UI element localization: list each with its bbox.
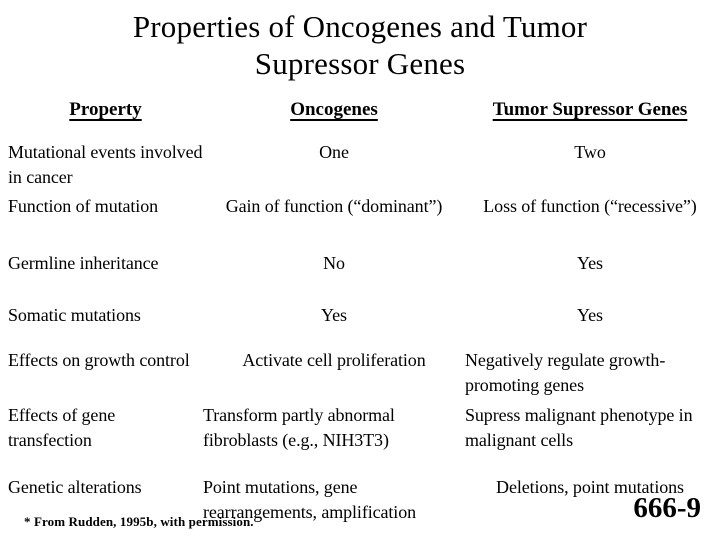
property-cell: Somatic mutations	[8, 305, 141, 325]
table-row	[8, 403, 715, 453]
oncogenes-cell	[203, 140, 465, 190]
column-header-property	[8, 97, 203, 122]
oncogenes-cell-text: Gain of function (“dominant”)	[225, 196, 443, 216]
property-cell: Function of mutation	[8, 196, 158, 216]
property-cell: Germline inheritance	[8, 253, 159, 273]
tumor-supressor-cell	[465, 403, 715, 453]
table-row	[8, 303, 715, 328]
tumor-supressor-cell	[465, 251, 715, 276]
oncogenes-cell-text: No	[323, 253, 345, 273]
property-cell: Genetic alterations	[8, 477, 142, 497]
oncogenes-cell	[203, 251, 465, 276]
column-header-tumor-supressor-genes	[465, 97, 715, 122]
page-title-line1: Properties of Oncogenes and Tumor	[132, 9, 588, 44]
oncogenes-cell	[203, 348, 465, 398]
tumor-supressor-cell	[465, 194, 715, 219]
slide-number: 666-9	[633, 492, 701, 524]
tumor-supressor-cell-text: Negatively regulate growth-promoting genes	[465, 350, 666, 395]
properties-table	[0, 97, 720, 525]
tumor-supressor-cell-text: Yes	[577, 305, 603, 325]
column-header-oncogenes	[203, 97, 465, 122]
table-row	[8, 348, 715, 398]
page-title-line2: Supressor Genes	[254, 46, 466, 81]
oncogenes-cell	[203, 303, 465, 328]
column-header-property-label: Property	[69, 99, 142, 120]
table-row	[8, 140, 715, 190]
oncogenes-cell-text: Activate cell proliferation	[242, 350, 426, 370]
table-header-row	[8, 97, 715, 122]
property-cell: Effects of gene transfection	[8, 405, 116, 450]
oncogenes-cell	[203, 403, 465, 453]
table-row	[8, 194, 715, 219]
oncogenes-cell-text: Transform partly abnormal fibroblasts (e.g., NIH3T3)	[203, 405, 395, 450]
oncogenes-cell-text: One	[319, 142, 349, 162]
property-cell: Mutational events involved in cancer	[8, 142, 203, 187]
tumor-supressor-cell-text: Supress malignant phenotype in malignant cells	[465, 405, 693, 450]
column-header-tumor-supressor-genes-label: Tumor Supressor Genes	[492, 99, 688, 120]
column-header-oncogenes-label: Oncogenes	[290, 99, 378, 120]
property-cell: Effects on growth control	[8, 350, 190, 370]
oncogenes-cell	[203, 194, 465, 219]
tumor-supressor-cell	[465, 303, 715, 328]
tumor-supressor-cell-text: Loss of function (“recessive”)	[483, 196, 697, 216]
tumor-supressor-cell-text: Deletions, point mutations	[496, 477, 684, 497]
table-row	[8, 251, 715, 276]
tumor-supressor-cell	[465, 348, 715, 398]
tumor-supressor-cell	[465, 140, 715, 190]
source-footnote: * From Rudden, 1995b, with permission.	[24, 514, 254, 529]
tumor-supressor-cell-text: Two	[574, 142, 606, 162]
tumor-supressor-cell-text: Yes	[577, 253, 603, 273]
oncogenes-cell-text: Yes	[321, 305, 347, 325]
oncogenes-cell-text: Point mutations, gene rearrangements, amplification	[203, 477, 417, 522]
page-title	[0, 0, 720, 82]
